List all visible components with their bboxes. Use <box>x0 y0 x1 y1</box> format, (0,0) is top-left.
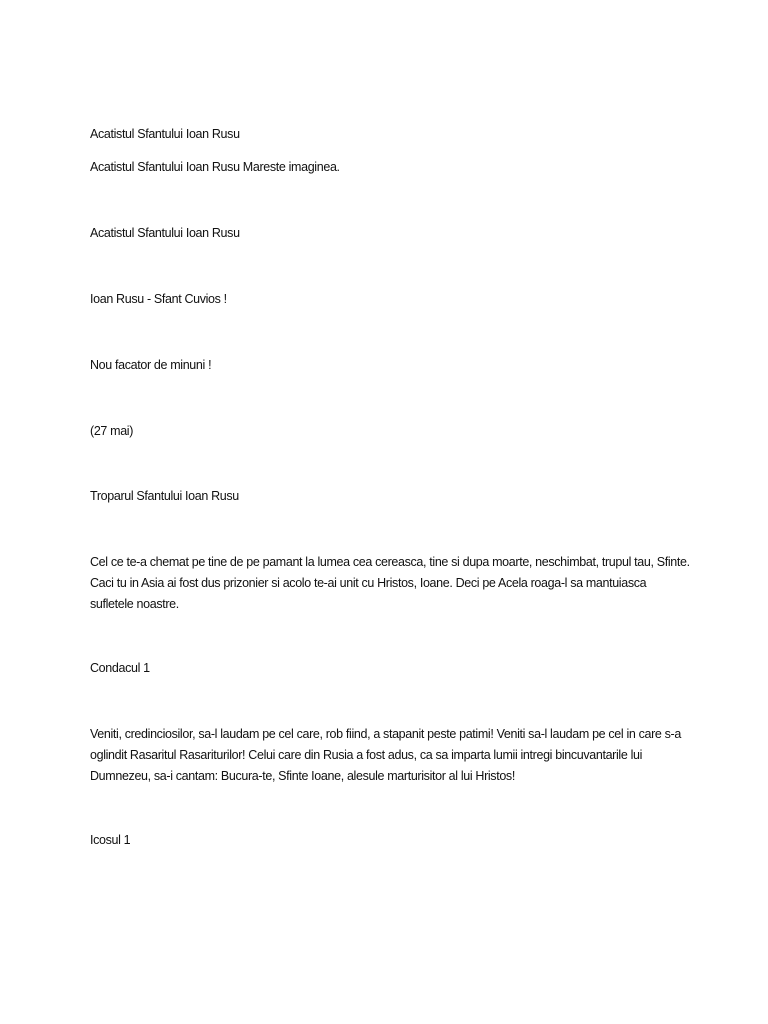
condac-1-text: Veniti, credinciosilor, sa-l laudam pe cel care, rob fiind, a stapanit peste patimi! Veniti sa-l laudam pe cel in care s-a oglindit Rasaritul Rasariturilor! Celui care din Rusia a fost adus, ca sa imparta lumii intregi bincuvantarile lui Dumnezeu, sa-i cantam: Bucura-te, Sfinte Ioane, alesule marturisitor al lui Hristos! <box>90 727 681 783</box>
subtitle-saint: Ioan Rusu - Sfant Cuvios ! <box>90 292 227 306</box>
doc-title: Acatistul Sfantului Ioan Rusu <box>90 127 240 141</box>
heading-acatist: Acatistul Sfantului Ioan Rusu <box>90 226 240 240</box>
tropar-text: Cel ce te-a chemat pe tine de pe pamant la lumea cea cereasca, tine si dupa moarte, neschimbat, trupul tau, Sfinte. Caci tu in Asia ai fost dus prizonier si acolo te-ai unit cu Hristos, Ioane. Deci pe Acela roaga-l sa mantuiasca sufletele noastre. <box>90 555 690 611</box>
heading-icos-1: Icosul 1 <box>90 833 131 847</box>
subtitle-miracles: Nou facator de minuni ! <box>90 358 212 372</box>
heading-condac-1: Condacul 1 <box>90 661 150 675</box>
image-caption: Acatistul Sfantului Ioan Rusu Mareste imaginea. <box>90 160 340 174</box>
heading-tropar: Troparul Sfantului Ioan Rusu <box>90 489 239 503</box>
feast-date: (27 mai) <box>90 424 134 438</box>
